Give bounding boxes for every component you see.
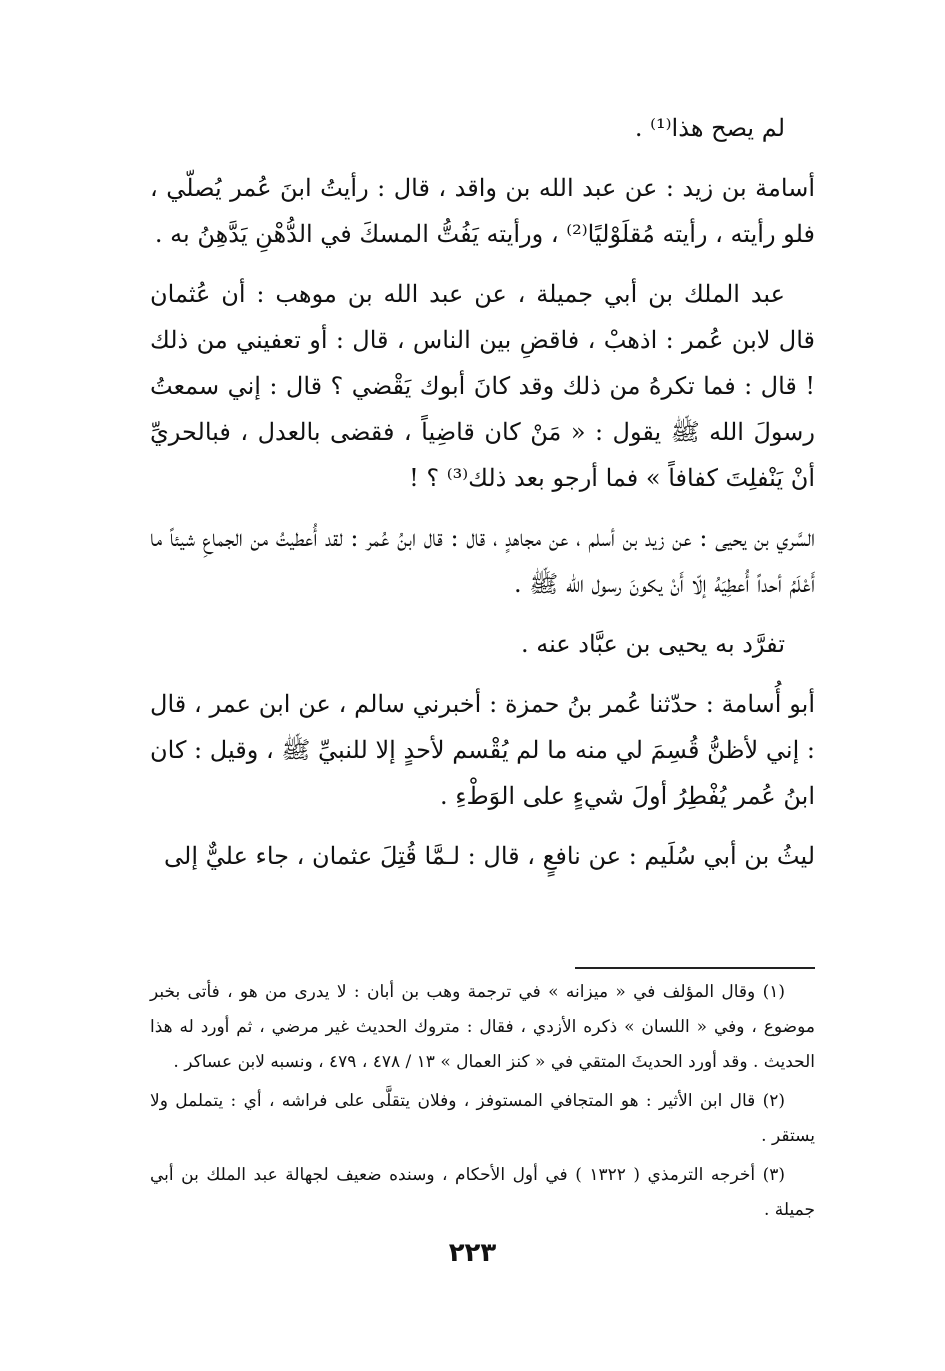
footnote-1: (١) وقال المؤلف في « ميزانه » في ترجمة وهب بن أبان : لا يدرى من هو ، فأتى بخبر موضوع ، وفي « اللسان » ذكره الأزدي ، فقال : متروك الحديث غير مرضي ، ثم أورد له هذا الحديث . وقد أورد الحديثَ المتقي في « كنز العمال » ١٣ / ٤٧٨ ، ٤٧٩ ، ونسبه لابن عساكر . bbox=[150, 982, 816, 1072]
footnote-3: (٣) أخرجه الترمذي ( ١٣٢٢ ) في أول الأحكام ، وسنده ضعيف لجهالة عبد الملك بن أبي جميلة . bbox=[150, 1165, 815, 1220]
paragraph-3: عبد الملك بن أبي جميلة ، عن عبد الله بن موهب : أن عُثمان قال لابن عُمر : اذهبْ ، فاقضِ بين الناس ، قال : أو تعفيني من ذلك ! قال : فما تكرهُ من ذلك وقد كانَ أبوك يَقْضي ؟ قال : إني سمعتُ رسولَ الله ﷺ يقول : « مَنْ كان قاضِياً ، فقضى بالعدل ، فبالحريِّ أنْ يَنْفلِتَ كفافاً » فما أرجو بعد ذلك⁽³⁾ ؟ ! bbox=[150, 280, 815, 492]
footnotes bbox=[150, 975, 815, 1232]
paragraph-6: أبو أُسامة : حدّثنا عُمر بنُ حمزة : أخبرني سالم ، عن ابن عمر ، قال : إني لأظنُّ قُسِمَ لي منه ما لم يُقْسم لأحدٍ إلا للنبيِّ ﷺ ، وقيل : كان ابنُ عُمر يُفْطِرُ أولَ شيءٍ على الوَطْءِ . bbox=[150, 690, 815, 810]
paragraph-4: السَّري بن يحيى : عن زيد بن أسلم ، عن مجاهدٍ ، قال : قال ابنُ عُمر : لقد أُعطيتُ من الجماعِ شيئاً ما أَعْلَمُ أحداً أُعطِيَهُ إلّا أَنْ يكونَ رسول الله ﷺ . bbox=[150, 524, 815, 598]
main-text bbox=[150, 105, 815, 893]
footnote-separator bbox=[575, 967, 815, 969]
footnote-2: (٢) قال ابن الأثير : هو المتجافي المستوفز ، وفلان يتقلَّى على فراشه ، أي : يتململ ولا يستقر . bbox=[150, 1091, 815, 1146]
paragraph-7: ليثُ بن أبي سُلَيم : عن نافعٍ ، قال : لـمَّا قُتِلَ عثمان ، جاء عليٌّ إلى bbox=[164, 842, 815, 870]
page-number: ٢٢٣ bbox=[448, 1238, 497, 1268]
paragraph-1: لم يصح هذا⁽¹⁾ . bbox=[634, 114, 785, 142]
paragraph-2: أسامة بن زيد : عن عبد الله بن واقد ، قال : رأيتُ ابنَ عُمر يُصلّي ، فلو رأيته ، رأيته مُقلَوْليًا⁽²⁾ ، ورأيته يَفُتُّ المسكَ في الدُّهْنِ يَدَّهِنُ به . bbox=[150, 174, 815, 248]
paragraph-5: تفرَّد به يحيى بن عبَّاد عنه . bbox=[520, 630, 785, 658]
